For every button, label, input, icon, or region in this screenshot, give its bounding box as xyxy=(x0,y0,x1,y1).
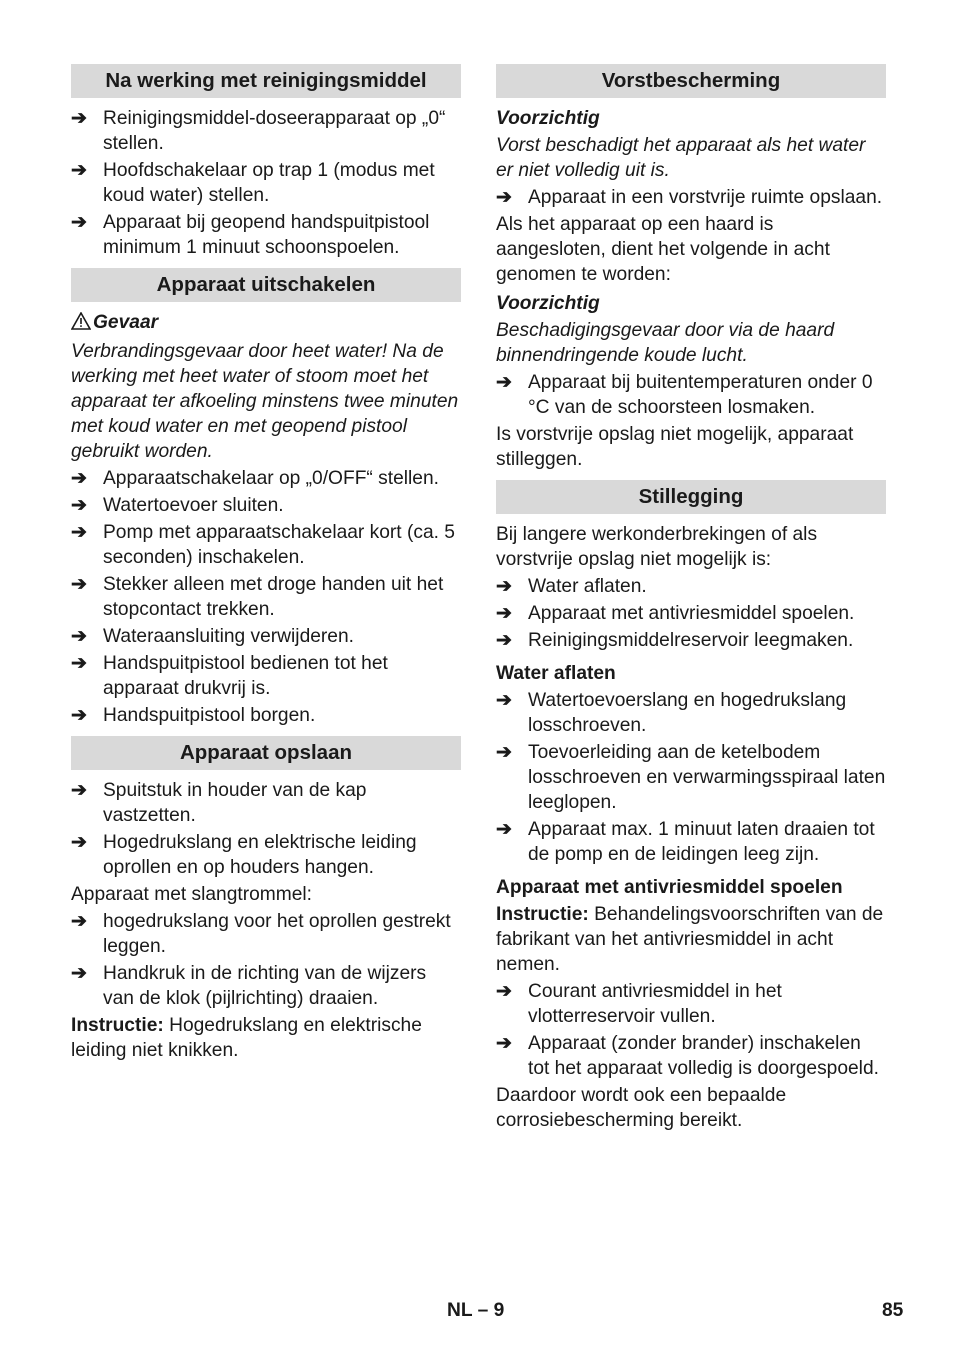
list-item xyxy=(496,370,886,420)
instruction-list xyxy=(71,778,461,880)
list-item-text: Wateraansluiting verwijderen. xyxy=(103,626,354,647)
list-item xyxy=(71,778,461,828)
subheading: Water aflaten xyxy=(496,663,616,684)
page-number: 85 xyxy=(882,1300,904,1321)
list-item-text: Courant antivriesmiddel in het vlotterreservoir vullen. xyxy=(528,981,782,1027)
list-item xyxy=(71,520,461,570)
arrow-right-icon: ➔ xyxy=(71,963,88,984)
note-text: Behandelingsvoorschriften van de fabrikant van het antivriesmiddel in acht nemen. xyxy=(496,904,884,975)
arrow-right-icon: ➔ xyxy=(71,653,88,674)
arrow-right-icon: ➔ xyxy=(496,690,513,711)
paragraph: Daardoor wordt ook een bepaalde corrosiebescherming bereikt. xyxy=(496,1085,787,1131)
arrow-right-icon: ➔ xyxy=(71,108,88,129)
warning-label-text: Gevaar xyxy=(93,312,159,333)
paragraph: Bij langere werkonderbrekingen of als vorstvrije opslag niet mogelijk is: xyxy=(496,524,818,570)
list-item xyxy=(71,572,461,622)
section-heading: Stillegging xyxy=(496,480,886,514)
list-item-text: Apparaat (zonder brander) inschakelen tot het apparaat volledig is doorgespoeld. xyxy=(528,1033,879,1079)
list-item xyxy=(71,210,461,260)
arrow-right-icon: ➔ xyxy=(71,911,88,932)
arrow-right-icon: ➔ xyxy=(496,630,513,651)
note-label: Instructie: xyxy=(496,904,589,925)
list-item xyxy=(71,961,461,1011)
paragraph: Apparaat met slangtrommel: xyxy=(71,884,313,905)
footer-section xyxy=(447,1298,504,1323)
arrow-right-icon: ➔ xyxy=(71,705,88,726)
list-item xyxy=(496,979,886,1029)
left-column xyxy=(71,64,461,1065)
list-item-text: Apparaatschakelaar op „0/OFF“ stellen. xyxy=(103,468,439,489)
note-text: Hogedrukslang en elektrische leiding niet knikken. xyxy=(71,1015,422,1061)
list-item-text: Watertoevoer sluiten. xyxy=(103,495,284,516)
list-item xyxy=(496,185,886,210)
list-item-text: Hoofdschakelaar op trap 1 (modus met koud water) stellen. xyxy=(103,160,435,206)
arrow-right-icon: ➔ xyxy=(71,574,88,595)
instruction-list xyxy=(496,979,886,1081)
warning-text: Verbrandingsgevaar door heet water! Na de werking met heet water of stoom moet het apparaat ter afkoeling minstens twee minuten met koud water en met geopend pistool gebruikt worden. xyxy=(71,341,459,462)
warning-label xyxy=(71,310,461,337)
section-heading: Apparaat uitschakelen xyxy=(71,268,461,302)
note-paragraph xyxy=(71,1013,461,1063)
arrow-right-icon: ➔ xyxy=(496,603,513,624)
list-item-text: Hogedrukslang en elektrische leiding oprollen en op houders hangen. xyxy=(103,832,417,878)
list-item-text: Apparaat met antivriesmiddel spoelen. xyxy=(528,603,855,624)
arrow-right-icon: ➔ xyxy=(496,576,513,597)
arrow-right-icon: ➔ xyxy=(71,468,88,489)
list-item-text: Handkruk in de richting van de wijzers van de klok (pijlrichting) draaien. xyxy=(103,963,427,1009)
paragraph: Is vorstvrije opslag niet mogelijk, apparaat stilleggen. xyxy=(496,424,854,470)
list-item-text: Reinigingsmiddel-doseerapparaat op „0“ stellen. xyxy=(103,108,446,154)
arrow-right-icon: ➔ xyxy=(496,372,513,393)
list-item-text: Stekker alleen met droge handen uit het stopcontact trekken. xyxy=(103,574,444,620)
list-item-text: hogedrukslang voor het oprollen gestrekt leggen. xyxy=(103,911,451,957)
list-item xyxy=(71,493,461,518)
arrow-right-icon: ➔ xyxy=(496,819,513,840)
list-item-text: Apparaat in een vorstvrije ruimte opslaan. xyxy=(528,187,883,208)
list-item-text: Reinigingsmiddelreservoir leegmaken. xyxy=(528,630,854,651)
arrow-right-icon: ➔ xyxy=(496,742,513,763)
warning-triangle-icon xyxy=(71,312,93,337)
caution-label: Voorzichtig xyxy=(496,108,600,129)
subheading: Apparaat met antivriesmiddel spoelen xyxy=(496,877,843,898)
list-item-text: Spuitstuk in houder van de kap vastzetten. xyxy=(103,780,367,826)
list-item xyxy=(496,574,886,599)
instruction-list xyxy=(496,574,886,653)
instruction-list xyxy=(71,106,461,260)
instruction-list xyxy=(496,185,886,210)
caution-text: Beschadigingsgevaar door via de haard binnendringende koude lucht. xyxy=(496,320,835,366)
arrow-right-icon: ➔ xyxy=(71,212,88,233)
list-item xyxy=(71,703,461,728)
footer-language: NL xyxy=(447,1300,473,1321)
list-item xyxy=(71,624,461,649)
arrow-right-icon: ➔ xyxy=(496,981,513,1002)
list-item-text: Toevoerleiding aan de ketelbodem losschroeven en verwarmingsspiraal laten leeglopen. xyxy=(528,742,886,813)
footer-section-page: – 9 xyxy=(477,1300,505,1321)
arrow-right-icon: ➔ xyxy=(71,832,88,853)
list-item-text: Handspuitpistool borgen. xyxy=(103,705,316,726)
list-item-text: Watertoevoerslang en hogedrukslang losschroeven. xyxy=(528,690,847,736)
arrow-right-icon: ➔ xyxy=(496,1033,513,1054)
list-item xyxy=(496,817,886,867)
list-item xyxy=(71,830,461,880)
arrow-right-icon: ➔ xyxy=(71,495,88,516)
list-item xyxy=(71,466,461,491)
list-item-text: Handspuitpistool bedienen tot het apparaat drukvrij is. xyxy=(103,653,388,699)
arrow-right-icon: ➔ xyxy=(496,187,513,208)
paragraph: Als het apparaat op een haard is aangesloten, dient het volgende in acht genomen te worden: xyxy=(496,214,830,285)
caution-label: Voorzichtig xyxy=(496,293,600,314)
instruction-list xyxy=(496,688,886,867)
list-item xyxy=(71,909,461,959)
arrow-right-icon: ➔ xyxy=(71,626,88,647)
arrow-right-icon: ➔ xyxy=(71,160,88,181)
section-heading: Vorstbescherming xyxy=(496,64,886,98)
section-heading: Na werking met reinigingsmiddel xyxy=(71,64,461,98)
note-paragraph xyxy=(496,902,886,977)
right-column xyxy=(496,64,886,1135)
list-item xyxy=(496,601,886,626)
arrow-right-icon: ➔ xyxy=(71,522,88,543)
list-item xyxy=(71,651,461,701)
list-item xyxy=(496,740,886,815)
arrow-right-icon: ➔ xyxy=(71,780,88,801)
section-heading: Apparaat opslaan xyxy=(71,736,461,770)
list-item xyxy=(496,1031,886,1081)
list-item-text: Apparaat max. 1 minuut laten draaien tot de pomp en de leidingen leeg zijn. xyxy=(528,819,875,865)
list-item xyxy=(71,106,461,156)
instruction-list xyxy=(496,370,886,420)
list-item xyxy=(496,628,886,653)
list-item-text: Apparaat bij buitentemperaturen onder 0 °C van de schoorsteen losmaken. xyxy=(528,372,873,418)
note-label: Instructie: xyxy=(71,1015,164,1036)
list-item-text: Apparaat bij geopend handspuitpistool minimum 1 minuut schoonspoelen. xyxy=(103,212,430,258)
list-item-text: Pomp met apparaatschakelaar kort (ca. 5 seconden) inschakelen. xyxy=(103,522,455,568)
instruction-list xyxy=(71,466,461,728)
list-item-text: Water aflaten. xyxy=(528,576,647,597)
instruction-list xyxy=(71,909,461,1011)
caution-text: Vorst beschadigt het apparaat als het water er niet volledig uit is. xyxy=(496,135,866,181)
list-item xyxy=(71,158,461,208)
list-item xyxy=(496,688,886,738)
